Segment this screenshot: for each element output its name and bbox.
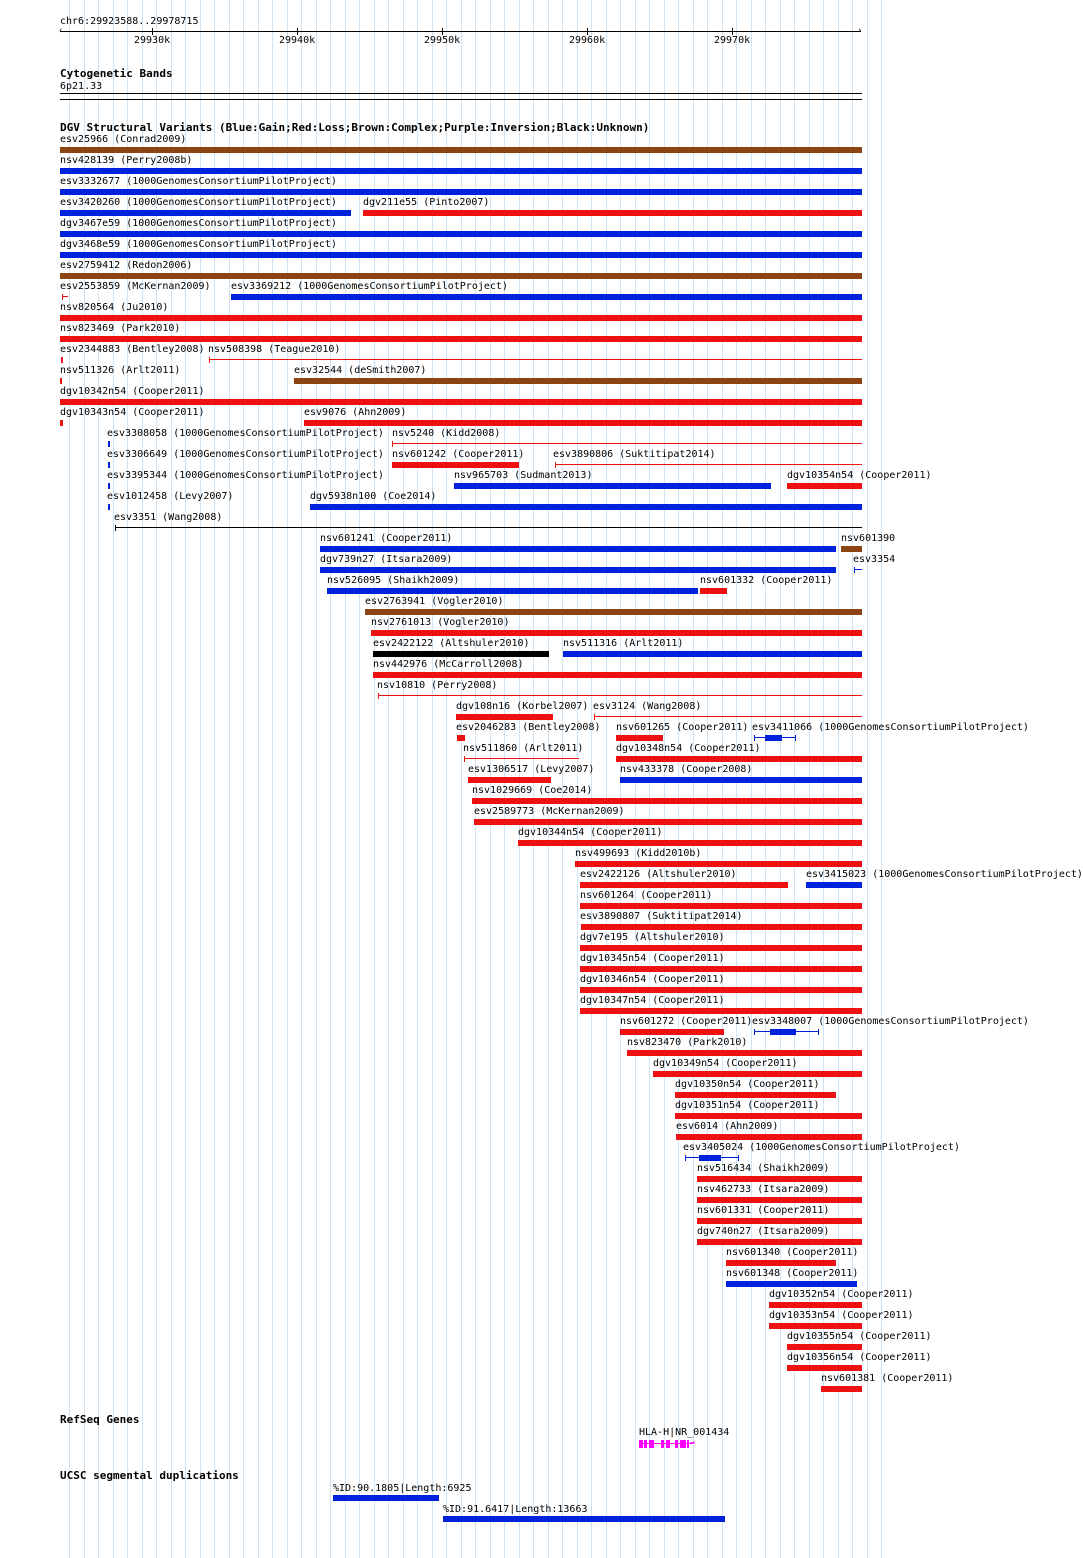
ruler-tick-label: 29950k <box>424 35 461 46</box>
sv-bar-loss[interactable] <box>60 336 862 342</box>
ruler-axis <box>60 31 861 32</box>
sv-exon-block <box>770 1029 796 1035</box>
sv-bar-loss[interactable] <box>580 966 862 972</box>
sv-label[interactable]: esv1306517 (Levy2007) <box>468 764 595 775</box>
sv-span-loss[interactable] <box>209 359 862 360</box>
sv-tick-loss[interactable] <box>60 378 62 384</box>
gene-exon[interactable] <box>666 1440 670 1448</box>
sv-bar-loss[interactable] <box>697 1176 862 1182</box>
sv-label[interactable]: nsv965703 (Sudmant2013) <box>454 470 593 481</box>
sv-label[interactable]: nsv601242 (Cooper2011) <box>392 449 525 460</box>
sv-span-loss[interactable] <box>594 716 862 717</box>
sv-end-tick <box>795 735 796 741</box>
sv-label[interactable]: esv2589773 (McKernan2009) <box>474 806 625 817</box>
sv-bar-gain[interactable] <box>231 294 862 300</box>
sv-bar-loss[interactable] <box>616 735 663 741</box>
ruler-tick-label: 29930k <box>134 35 171 46</box>
sv-label[interactable]: nsv442976 (McCarroll2008) <box>373 659 524 670</box>
ruler-tick <box>152 28 153 35</box>
sv-bar-loss[interactable] <box>580 1008 862 1014</box>
sv-label[interactable]: nsv601272 (Cooper2011) <box>620 1016 753 1027</box>
sv-label[interactable]: dgv10345n54 (Cooper2011) <box>580 953 725 964</box>
sv-end-tick <box>685 1155 686 1161</box>
sv-label[interactable]: dgv10354n54 (Cooper2011) <box>787 470 932 481</box>
sv-span-unknown[interactable] <box>115 527 862 528</box>
sv-bar-complex[interactable] <box>365 609 862 615</box>
grid-line <box>881 0 882 1558</box>
sv-end-tick <box>754 1029 755 1035</box>
sv-label[interactable]: esv32544 (deSmith2007) <box>294 365 427 376</box>
sv-label[interactable]: esv2344883 (Bentley2008) <box>60 344 205 355</box>
sv-bar-gain[interactable] <box>806 882 862 888</box>
sv-bar-loss[interactable] <box>580 882 788 888</box>
sv-span-gain[interactable] <box>854 569 862 570</box>
sv-bar-loss[interactable] <box>769 1323 862 1329</box>
sv-bar-loss[interactable] <box>787 1365 862 1371</box>
sv-label[interactable]: nsv601331 (Cooper2011) <box>697 1205 830 1216</box>
sv-bar-loss[interactable] <box>726 1260 836 1266</box>
sv-bar-gain[interactable] <box>60 210 351 216</box>
segdup-label[interactable]: %ID:91.6417|Length:13663 <box>443 1504 588 1515</box>
sv-label[interactable]: dgv740n27 (Itsara2009) <box>697 1226 830 1237</box>
sv-tick-loss[interactable] <box>61 357 63 363</box>
sv-bar-loss[interactable] <box>60 315 862 321</box>
sv-label[interactable]: nsv508398 (Teague2010) <box>208 344 341 355</box>
ruler-tick-label: 29960k <box>569 35 606 46</box>
sv-bar-unknown[interactable] <box>373 651 549 657</box>
sv-bar-gain[interactable] <box>320 567 836 573</box>
sv-label[interactable]: esv3348007 (1000GenomesConsortiumPilotProject) <box>752 1016 1029 1027</box>
sv-end-tick <box>209 357 210 363</box>
sv-label[interactable]: esv3420260 (1000GenomesConsortiumPilotProject) <box>60 197 337 208</box>
sv-bar-loss[interactable] <box>60 399 862 405</box>
sv-label[interactable]: nsv601332 (Cooper2011) <box>700 575 833 586</box>
sv-label[interactable]: nsv462733 (Itsara2009) <box>697 1184 830 1195</box>
sv-bar-loss[interactable] <box>697 1239 862 1245</box>
sv-label[interactable]: esv3415023 (1000GenomesConsortiumPilotProject) <box>806 869 1083 880</box>
sv-label[interactable]: dgv3467e59 (1000GenomesConsortiumPilotProject) <box>60 218 337 229</box>
sv-label[interactable]: esv3395344 (1000GenomesConsortiumPilotProject) <box>107 470 384 481</box>
sv-label[interactable]: dgv10344n54 (Cooper2011) <box>518 827 663 838</box>
gene-exon[interactable] <box>649 1440 654 1448</box>
sv-end-tick <box>754 735 755 741</box>
sv-bar-loss[interactable] <box>787 1344 862 1350</box>
gene-exon[interactable] <box>675 1440 678 1448</box>
sv-end-tick <box>378 693 379 699</box>
sv-bar-gain[interactable] <box>454 483 771 489</box>
sv-bar-loss[interactable] <box>518 840 862 846</box>
sv-end-tick <box>392 441 393 447</box>
gene-exon[interactable] <box>661 1440 664 1448</box>
sv-end-tick <box>555 462 556 468</box>
gene-exon[interactable] <box>639 1440 643 1448</box>
sv-label[interactable]: esv3308058 (1000GenomesConsortiumPilotProject) <box>107 428 384 439</box>
sv-bar-loss[interactable] <box>616 756 862 762</box>
sv-label[interactable]: esv3124 (Wang2008) <box>593 701 702 712</box>
sv-label[interactable]: nsv601390 <box>841 533 896 544</box>
sv-bar-loss[interactable] <box>581 924 862 930</box>
sv-label[interactable]: dgv10350n54 (Cooper2011) <box>675 1079 820 1090</box>
sv-end-tick <box>62 294 63 300</box>
cyto-band-bottom-line <box>60 99 862 100</box>
gene-exon[interactable] <box>680 1440 686 1448</box>
sv-bar-loss[interactable] <box>580 903 862 909</box>
sv-bar-complex[interactable] <box>60 147 862 153</box>
sv-bar-gain[interactable] <box>320 546 836 552</box>
sv-bar-loss[interactable] <box>580 945 862 951</box>
sv-label[interactable]: dgv10349n54 (Cooper2011) <box>653 1058 798 1069</box>
sv-bar-complex[interactable] <box>294 378 862 384</box>
sv-bar-gain[interactable] <box>310 504 862 510</box>
sv-label[interactable]: nsv823470 (Park2010) <box>627 1037 748 1048</box>
sv-bar-loss[interactable] <box>627 1050 862 1056</box>
sv-label[interactable]: dgv7e195 (Altshuler2010) <box>580 932 725 943</box>
sv-bar-loss[interactable] <box>60 420 63 426</box>
sv-tick-gain[interactable] <box>108 462 110 468</box>
segdup-track-title: UCSC segmental duplications <box>60 1469 239 1482</box>
sv-bar-gain[interactable] <box>327 588 698 594</box>
sv-label[interactable]: nsv511316 (Arlt2011) <box>563 638 684 649</box>
sv-label[interactable]: nsv428139 (Perry2008b) <box>60 155 193 166</box>
sv-label[interactable]: esv3351 (Wang2008) <box>114 512 223 523</box>
grid-line <box>867 0 868 1558</box>
sv-label[interactable]: nsv511326 (Arlt2011) <box>60 365 181 376</box>
sv-bar-loss[interactable] <box>697 1197 862 1203</box>
sv-label[interactable]: esv3354 <box>853 554 896 565</box>
sv-span-loss[interactable] <box>392 443 862 444</box>
sv-label[interactable]: nsv433378 (Cooper2008) <box>620 764 753 775</box>
sv-end-tick <box>818 1029 819 1035</box>
sv-bar-loss[interactable] <box>653 1071 862 1077</box>
sv-label[interactable]: nsv499693 (Kidd2010b) <box>575 848 702 859</box>
sv-bar-loss[interactable] <box>787 483 862 489</box>
sv-bar-loss[interactable] <box>392 462 519 468</box>
sv-bar-loss[interactable] <box>580 987 862 993</box>
sv-bar-loss[interactable] <box>675 1113 862 1119</box>
segdup-label[interactable]: %ID:90.1805|Length:6925 <box>333 1483 472 1494</box>
sv-label[interactable]: nsv526095 (Shaikh2009) <box>327 575 460 586</box>
sv-label[interactable]: dgv10347n54 (Cooper2011) <box>580 995 725 1006</box>
sv-label[interactable]: nsv516434 (Shaikh2009) <box>697 1163 830 1174</box>
ruler-tick <box>297 28 298 35</box>
dgv-track-title: DGV Structural Variants (Blue:Gain;Red:Loss;Brown:Complex;Purple:Inversion;Black:Unknown) <box>60 121 650 134</box>
sv-bar-loss[interactable] <box>769 1302 862 1308</box>
sv-bar-loss[interactable] <box>371 630 862 636</box>
sv-label[interactable]: esv6014 (Ahn2009) <box>676 1121 779 1132</box>
sv-bar-gain[interactable] <box>60 252 862 258</box>
sv-label[interactable]: esv9076 (Ahn2009) <box>304 407 407 418</box>
sv-tick-gain[interactable] <box>108 483 110 489</box>
sv-label[interactable]: esv2553859 (McKernan2009) <box>60 281 211 292</box>
sv-label[interactable]: dgv739n27 (Itsara2009) <box>320 554 453 565</box>
ruler-left-arrow-icon: ‹ <box>58 26 64 36</box>
sv-label[interactable]: dgv10351n54 (Cooper2011) <box>675 1100 820 1111</box>
ruler-tick-label: 29940k <box>279 35 316 46</box>
ruler-tick <box>442 28 443 35</box>
sv-label[interactable]: dgv10355n54 (Cooper2011) <box>787 1331 932 1342</box>
sv-label[interactable]: esv2759412 (Redon2006) <box>60 260 193 271</box>
sv-label[interactable]: esv3890806 (Suktitipat2014) <box>553 449 716 460</box>
sv-label[interactable]: dgv10343n54 (Cooper2011) <box>60 407 205 418</box>
segdup-bar[interactable] <box>333 1495 439 1501</box>
sv-label[interactable]: dgv10342n54 (Cooper2011) <box>60 386 205 397</box>
sv-label[interactable]: esv3405024 (1000GenomesConsortiumPilotProject) <box>683 1142 960 1153</box>
sv-label[interactable]: esv1012458 (Levy2007) <box>107 491 234 502</box>
sv-bar-loss[interactable] <box>456 714 553 720</box>
sv-label[interactable]: dgv211e55 (Pinto2007) <box>363 197 490 208</box>
sv-bar-gain[interactable] <box>620 777 862 783</box>
sv-bar-loss[interactable] <box>575 861 862 867</box>
sv-label[interactable]: nsv511860 (Arlt2011) <box>463 743 584 754</box>
sv-bar-loss[interactable] <box>620 1029 724 1035</box>
sv-label[interactable]: nsv601348 (Cooper2011) <box>726 1268 859 1279</box>
sv-label[interactable]: nsv601381 (Cooper2011) <box>821 1373 954 1384</box>
sv-exon-block <box>699 1155 721 1161</box>
segdup-bar[interactable] <box>443 1516 725 1522</box>
sv-label[interactable]: dgv10353n54 (Cooper2011) <box>769 1310 914 1321</box>
sv-label[interactable]: dgv3468e59 (1000GenomesConsortiumPilotProject) <box>60 239 337 250</box>
sv-tick-gain[interactable] <box>108 441 110 447</box>
gene-label[interactable]: HLA-H|NR_001434 <box>639 1427 730 1438</box>
sv-label[interactable]: esv2422122 (Altshuler2010) <box>373 638 530 649</box>
cyto-track-title: Cytogenetic Bands <box>60 67 173 80</box>
sv-bar-complex[interactable] <box>841 546 862 552</box>
sv-bar-gain[interactable] <box>60 168 862 174</box>
sv-label[interactable]: esv3306649 (1000GenomesConsortiumPilotProject) <box>107 449 384 460</box>
sv-bar-loss[interactable] <box>304 420 862 426</box>
ruler-tick <box>587 28 588 35</box>
sv-label[interactable]: nsv823469 (Park2010) <box>60 323 181 334</box>
ruler-tick-label: 29970k <box>714 35 751 46</box>
gene-strand-arrow-icon: → <box>690 1438 696 1448</box>
sv-label[interactable]: esv2763941 (Vogler2010) <box>365 596 504 607</box>
region-label: chr6:29923588..29978715 <box>60 16 199 27</box>
sv-bar-gain[interactable] <box>726 1281 857 1287</box>
sv-end-tick <box>594 714 595 720</box>
gene-exon[interactable] <box>644 1440 647 1448</box>
sv-label[interactable]: nsv5240 (Kidd2008) <box>392 428 501 439</box>
sv-bar-loss[interactable] <box>363 210 862 216</box>
sv-label[interactable]: nsv10810 (Perry2008) <box>377 680 498 691</box>
sv-label[interactable]: esv2422126 (Altshuler2010) <box>580 869 737 880</box>
sv-end-tick <box>738 1155 739 1161</box>
sv-label[interactable]: esv2046283 (Bentley2008) <box>456 722 601 733</box>
cyto-band-top-line <box>60 93 862 94</box>
sv-label[interactable]: esv3411066 (1000GenomesConsortiumPilotProject) <box>752 722 1029 733</box>
sv-bar-gain[interactable] <box>60 189 862 195</box>
sv-bar-loss[interactable] <box>697 1218 862 1224</box>
sv-bar-gain[interactable] <box>60 231 862 237</box>
gene-exon[interactable] <box>687 1440 689 1448</box>
sv-label[interactable]: nsv601264 (Cooper2011) <box>580 890 713 901</box>
sv-label[interactable]: esv25966 (Conrad2009) <box>60 134 187 145</box>
sv-label[interactable]: dgv10356n54 (Cooper2011) <box>787 1352 932 1363</box>
sv-label[interactable]: nsv820564 (Ju2010) <box>60 302 169 313</box>
sv-end-tick <box>854 567 855 573</box>
sv-label[interactable]: dgv10348n54 (Cooper2011) <box>616 743 761 754</box>
sv-bar-loss[interactable] <box>700 588 727 594</box>
sv-bar-loss[interactable] <box>821 1386 862 1392</box>
sv-bar-gain[interactable] <box>563 651 862 657</box>
sv-label[interactable]: nsv601340 (Cooper2011) <box>726 1247 859 1258</box>
sv-end-tick <box>115 525 116 531</box>
sv-label[interactable]: esv3332677 (1000GenomesConsortiumPilotProject) <box>60 176 337 187</box>
refseq-track-title: RefSeq Genes <box>60 1413 140 1426</box>
sv-bar-loss[interactable] <box>675 1092 836 1098</box>
ruler-right-arrow-icon: › <box>857 26 863 36</box>
sv-span-loss[interactable] <box>464 758 579 759</box>
sv-label[interactable]: nsv2761013 (Vogler2010) <box>371 617 510 628</box>
sv-bar-complex[interactable] <box>60 273 862 279</box>
sv-label[interactable]: dgv5938n100 (Coe2014) <box>310 491 437 502</box>
sv-bar-loss[interactable] <box>474 819 862 825</box>
sv-bar-loss[interactable] <box>472 798 862 804</box>
sv-span-loss[interactable] <box>555 464 862 465</box>
ruler-tick <box>732 28 733 35</box>
sv-label[interactable]: nsv601265 (Cooper2011) <box>616 722 749 733</box>
sv-end-tick <box>464 756 465 762</box>
sv-exon-block <box>765 735 782 741</box>
sv-label[interactable]: nsv1029669 (Coe2014) <box>472 785 593 796</box>
sv-label[interactable]: dgv108n16 (Korbel2007) <box>456 701 589 712</box>
sv-label[interactable]: dgv10346n54 (Cooper2011) <box>580 974 725 985</box>
sv-label[interactable]: nsv601241 (Cooper2011) <box>320 533 453 544</box>
sv-span-loss[interactable] <box>378 695 862 696</box>
sv-tick-gain[interactable] <box>108 504 110 510</box>
sv-bar-loss[interactable] <box>373 672 862 678</box>
sv-bar-loss[interactable] <box>676 1134 862 1140</box>
sv-label[interactable]: esv3369212 (1000GenomesConsortiumPilotProject) <box>231 281 508 292</box>
sv-label[interactable]: esv3890807 (Suktitipat2014) <box>580 911 743 922</box>
sv-bar-loss[interactable] <box>468 777 551 783</box>
sv-bar-loss[interactable] <box>457 735 465 741</box>
sv-label[interactable]: dgv10352n54 (Cooper2011) <box>769 1289 914 1300</box>
cyto-band-label: 6p21.33 <box>60 81 103 92</box>
